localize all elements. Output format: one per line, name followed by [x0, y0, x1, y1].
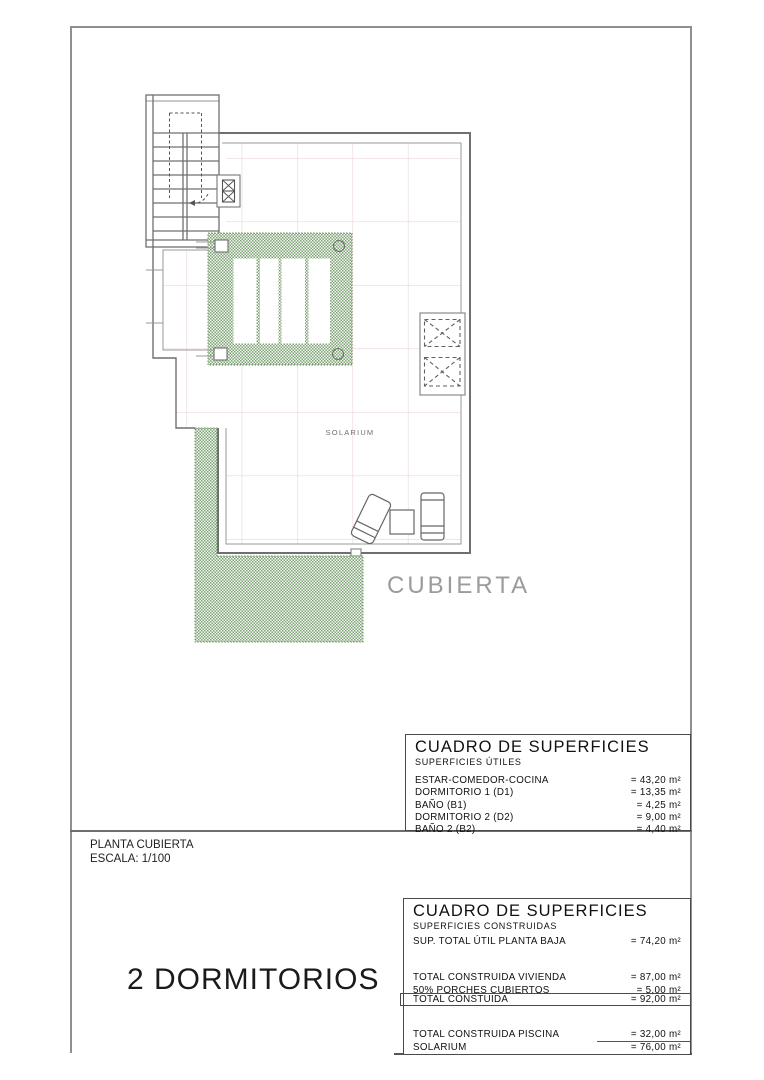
table-row [415, 787, 681, 799]
row-value: = 32,00 m² [630, 1029, 681, 1040]
row-value: = 13,35 m² [630, 787, 681, 799]
row-label: DORMITORIO 2 (D2) [415, 811, 514, 823]
table-row [415, 775, 681, 787]
row-label: TOTAL CONSTUIDA [413, 994, 509, 1005]
row-value: = 43,20 m² [630, 775, 681, 786]
total-construida-highlight-box [400, 993, 690, 1006]
sun-lounger-upright [421, 493, 444, 540]
table-row [401, 994, 690, 1005]
table-row [413, 1042, 681, 1054]
row-value: = 4,25 m² [636, 799, 681, 811]
bedrooms-heading: 2 DORMITORIOS [127, 963, 380, 996]
sheet-title: PLANTA CUBIERTA [90, 839, 194, 851]
row-label: SOLARIUM [413, 1042, 467, 1053]
table-title: CUADRO DE SUPERFICIES [415, 738, 650, 756]
table-row [415, 800, 681, 812]
cubierta-label: CUBIERTA [387, 572, 531, 599]
row-label: BAÑO (B1) [415, 799, 467, 811]
pergola [196, 233, 352, 365]
row-label: TOTAL CONSTRUIDA PISCINA [413, 1029, 560, 1040]
table-row [413, 1029, 681, 1041]
row-value: = 76,00 m² [630, 1042, 681, 1053]
table-superficies-construidas [403, 898, 691, 1055]
table-row [415, 812, 681, 824]
row-value: = 9,00 m² [636, 811, 681, 823]
table-subtitle: SUPERFICIES ÚTILES [415, 757, 522, 767]
skylights [420, 313, 465, 395]
row-value: = 74,20 m² [630, 936, 681, 947]
sheet-scale: ESCALA: 1/100 [90, 853, 171, 865]
table-superficies-utiles [405, 734, 691, 836]
side-table [390, 510, 414, 534]
table-row [413, 936, 681, 948]
row-value: = 92,00 m² [630, 994, 681, 1005]
row-value: = 4,40 m² [636, 824, 681, 836]
pergola-slats [234, 259, 331, 344]
solarium-label: SOLARIUM [325, 428, 375, 437]
row-value: = 87,00 m² [630, 972, 681, 983]
row-label: SUP. TOTAL ÚTIL PLANTA BAJA [413, 936, 566, 947]
table-row [413, 972, 681, 984]
row-value: = 5,00 m² [636, 984, 681, 996]
row-label: TOTAL CONSTRUIDA VIVIENDA [413, 972, 567, 983]
row-label: BAÑO 2 (B2) [415, 824, 476, 836]
row-label: ESTAR-COMEDOR-COCINA [415, 775, 549, 786]
staircase [146, 95, 219, 247]
row-label: DORMITORIO 1 (D1) [415, 787, 514, 799]
chimney-vent [217, 175, 240, 207]
table-subtitle: SUPERFICIES CONSTRUIDAS [413, 921, 558, 931]
row-label: 50% PORCHES CUBIERTOS [413, 984, 550, 996]
table-title: CUADRO DE SUPERFICIES [413, 902, 648, 920]
table-row [415, 824, 681, 836]
